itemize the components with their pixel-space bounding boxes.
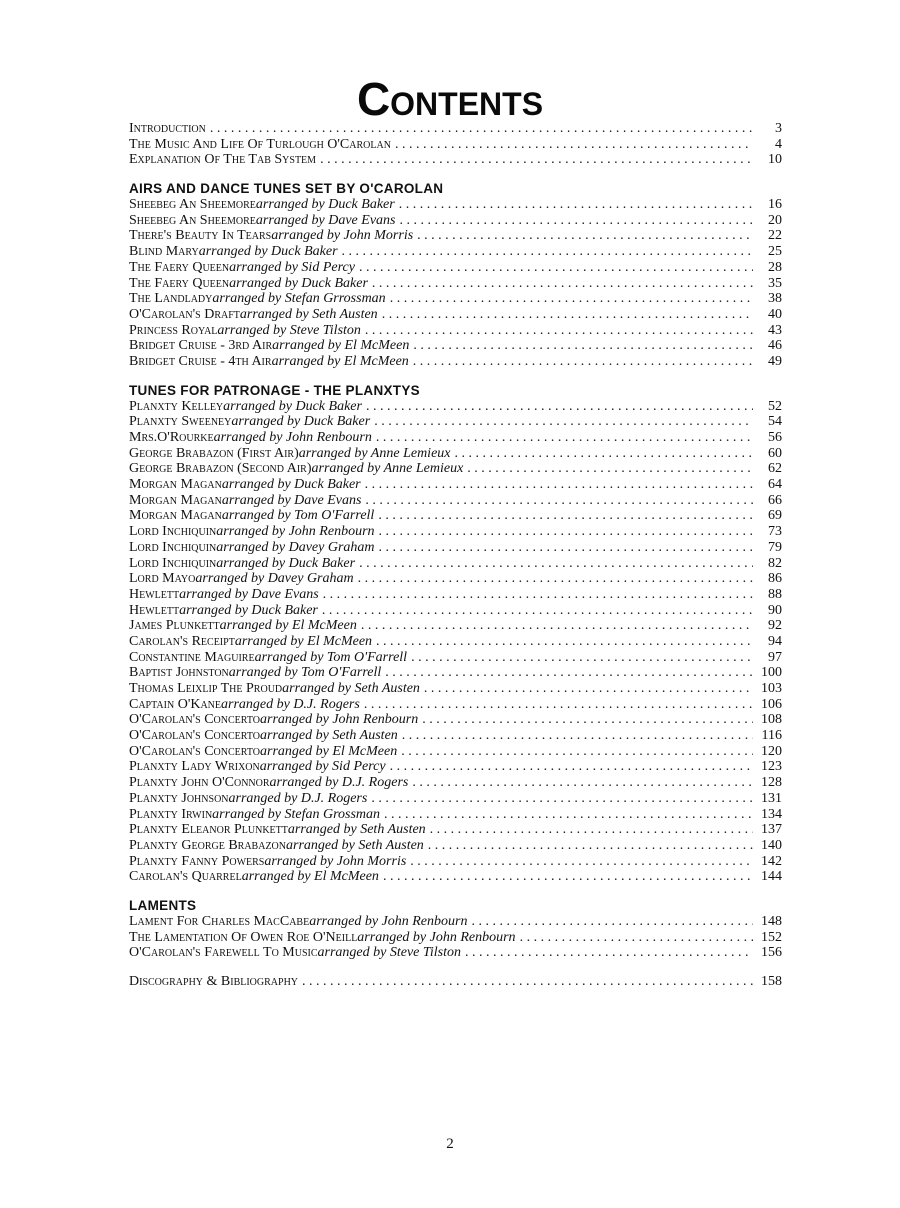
toc-entry (129, 276, 782, 292)
toc-entry (129, 869, 782, 885)
toc-entry (129, 665, 782, 681)
toc-entry (129, 556, 782, 572)
page-ref: 100 (761, 665, 782, 681)
dot-leader (385, 665, 753, 681)
tune-title: Captain O'Kane (129, 696, 221, 712)
tune-title: The Music And Life Of Turlough O'Carolan (129, 136, 391, 152)
tune-title: Thomas Leixlip The Proud (129, 681, 283, 696)
page-ref: 142 (761, 853, 782, 869)
page-ref: 156 (761, 945, 782, 961)
toc-entry (129, 571, 782, 587)
page-ref: 66 (768, 492, 782, 508)
dot-leader (413, 338, 753, 354)
dot-leader (322, 603, 753, 619)
arranger-credit: arranged by Seth Austen (286, 837, 424, 853)
dot-leader (384, 807, 753, 823)
dot-leader (210, 121, 753, 137)
arranger-credit: arranged by John Renbourn (357, 929, 516, 945)
toc-entry (129, 775, 782, 791)
page-ref: 20 (768, 212, 782, 228)
page-ref: 54 (768, 414, 782, 430)
dot-leader (365, 493, 753, 509)
page-ref: 10 (768, 152, 782, 168)
arranger-credit: arranged by Steve Tilston (217, 322, 361, 338)
toc-entry (129, 508, 782, 524)
toc-entry (129, 681, 782, 697)
arranger-credit: arranged by Duck Baker (221, 477, 361, 493)
toc-entry (129, 945, 782, 961)
dot-leader (366, 399, 753, 415)
tune-title: The Faery Queen (129, 259, 230, 275)
tune-title: Hewlett (129, 586, 180, 602)
dot-leader (379, 540, 753, 556)
toc-entry (129, 822, 782, 838)
dot-leader (374, 414, 753, 430)
dot-leader (395, 137, 753, 153)
table-of-contents (129, 121, 782, 990)
arranger-credit: arranged by Duck Baker (223, 398, 362, 414)
tune-title: Carolan's Receipt (129, 633, 235, 649)
arranger-credit: arranged by El McMeen (272, 338, 410, 354)
dot-leader (422, 712, 753, 728)
page-ref: 137 (761, 822, 782, 838)
arranger-credit: arranged by Tom O'Farrell (254, 649, 408, 665)
tune-title: Carolan's Quarrel (129, 869, 242, 885)
tune-title: O'Carolan's Concerto (129, 728, 260, 744)
page-ref: 97 (768, 649, 782, 665)
arranger-credit: arranged by Davey Graham (195, 571, 354, 587)
toc-entry (129, 540, 782, 556)
tune-title: Mrs.O'Rourke (129, 430, 214, 445)
page-ref: 43 (768, 322, 782, 338)
toc-entry (129, 152, 782, 168)
toc-entry (129, 634, 782, 650)
dot-leader (417, 228, 753, 244)
tune-title: O'Carolan's Farewell To Music (129, 945, 318, 961)
toc-entry (129, 791, 782, 807)
tune-title: O'Carolan's Concerto (129, 712, 260, 728)
arranger-credit: arranged by Duck Baker (231, 414, 371, 430)
dot-leader (371, 791, 753, 807)
arranger-credit: arranged by John Morris (271, 228, 414, 244)
page-ref: 35 (768, 275, 782, 291)
arranger-credit: arranged by Seth Austen (260, 728, 398, 744)
page-ref: 88 (768, 586, 782, 602)
tune-title: O'Carolan's Concerto (129, 743, 260, 759)
arranger-credit: arranged by Seth Austen (282, 681, 420, 696)
tune-title: The Lamentation Of Owen Roe O'Neill (129, 929, 358, 945)
page-ref: 116 (761, 728, 782, 744)
tune-title: Blind Mary (129, 244, 199, 260)
arranger-credit: arranged by John Renbourn (309, 913, 468, 929)
tune-title: Constantine Maguire (129, 649, 255, 665)
arranger-credit: arranged by Dave Evans (179, 586, 319, 602)
page-ref: 131 (761, 790, 782, 806)
toc-entry (129, 244, 782, 260)
arranger-credit: arranged by Dave Evans (221, 492, 362, 508)
page-ref: 79 (768, 539, 782, 555)
toc-entry (129, 291, 782, 307)
toc-entry (129, 587, 782, 603)
toc-entry (129, 712, 782, 728)
page-ref: 128 (761, 775, 782, 791)
toc-entry (129, 477, 782, 493)
dot-leader (390, 291, 753, 307)
toc-entry (129, 697, 782, 713)
toc-entry (129, 446, 782, 462)
dot-leader (379, 524, 753, 540)
dot-leader (428, 838, 753, 854)
page-ref: 46 (768, 338, 782, 354)
arranger-credit: arranged by El McMeen (241, 869, 379, 885)
toc-entry (129, 974, 782, 990)
toc-entry (129, 323, 782, 339)
arranger-credit: arranged by Dave Evans (255, 212, 396, 228)
tune-title: Planxty George Brabazon (129, 837, 287, 853)
toc-entry (129, 854, 782, 870)
page-ref: 40 (768, 306, 782, 322)
page-ref: 158 (761, 974, 782, 989)
page-ref: 16 (768, 197, 782, 213)
toc-entry (129, 838, 782, 854)
arranger-credit: arranged by Davey Graham (216, 539, 375, 555)
tune-title: Sheebeg An Sheemore (129, 212, 256, 228)
toc-entry (129, 493, 782, 509)
dot-leader (365, 323, 753, 339)
dot-leader (430, 822, 753, 838)
dot-leader (455, 446, 754, 462)
arranger-credit: arranged by El McMeen (260, 743, 398, 759)
dot-leader (382, 307, 753, 323)
dot-leader (402, 728, 753, 744)
page-ref: 49 (768, 353, 782, 369)
page-ref: 56 (768, 430, 782, 445)
arranger-credit: arranged by D.J. Rogers (221, 696, 360, 712)
toc-entry (129, 307, 782, 323)
tune-title: Planxty Lady Wrixon (129, 759, 260, 775)
toc-entry (129, 728, 782, 744)
page-ref: 73 (768, 524, 782, 540)
toc-entry (129, 807, 782, 823)
tune-title: There's Beauty In Tears (129, 228, 272, 244)
tune-title: George Brabazon (First Air) (129, 445, 299, 461)
toc-entry (129, 399, 782, 415)
tune-title: Discography & Bibliography (129, 974, 299, 989)
page-ref: 106 (761, 696, 782, 712)
tune-title: Planxty Irwin (129, 806, 213, 822)
tune-title: Hewlett (129, 602, 180, 618)
page-ref: 4 (775, 136, 782, 152)
tune-title: Princess Royal (129, 322, 218, 338)
tune-title: Lord Inchiquin (129, 555, 217, 571)
toc-entry (129, 461, 782, 477)
arranger-credit: arranged by Duck Baker (198, 244, 338, 260)
dot-leader (412, 775, 753, 791)
dot-leader (413, 354, 753, 370)
toc-entry (129, 744, 782, 760)
arranger-credit: arranged by Seth Austen (239, 306, 378, 322)
toc-entry (129, 137, 782, 153)
page-ref: 60 (768, 445, 782, 461)
spacer (129, 961, 782, 974)
tune-title: The Landlady (129, 291, 213, 307)
toc-entry (129, 759, 782, 775)
arranger-credit: arranged by John Renbourn (216, 524, 375, 540)
arranger-credit: arranged by Anne Lemieux (311, 461, 464, 477)
toc-entry (129, 260, 782, 276)
dot-leader (302, 974, 753, 990)
arranger-credit: arranged by Anne Lemieux (298, 445, 451, 461)
arranger-credit: arranged by Stefan Grossman (212, 806, 381, 822)
dot-leader (399, 197, 753, 213)
dot-leader (401, 744, 753, 760)
dot-leader (410, 854, 753, 870)
tune-title: Morgan Magan (129, 508, 222, 524)
page-ref: 152 (761, 929, 782, 945)
tune-title: Lord Inchiquin (129, 539, 217, 555)
page-ref: 64 (768, 477, 782, 493)
page-ref: 140 (761, 837, 782, 853)
toc-entry (129, 213, 782, 229)
arranger-credit: arranged by D.J. Rogers (269, 775, 409, 791)
toc-entry (129, 121, 782, 137)
tune-title: Planxty Johnson (129, 790, 229, 806)
dot-leader (342, 244, 753, 260)
section-heading: TUNES FOR PATRONAGE - THE PLANXTYS (129, 382, 420, 398)
dot-leader (361, 618, 753, 634)
page-ref: 52 (768, 398, 782, 414)
toc-entry (129, 338, 782, 354)
arranger-credit: arranged by Duck Baker (229, 275, 368, 291)
page-ref: 3 (775, 121, 782, 136)
arranger-credit: arranged by Duck Baker (216, 555, 356, 571)
dot-leader (465, 945, 753, 961)
arranger-credit: arranged by Tom O'Farrell (221, 508, 375, 524)
dot-leader (390, 759, 753, 775)
page-ref: 25 (768, 244, 782, 260)
toc-entry (129, 603, 782, 619)
page-ref: 94 (768, 633, 782, 649)
arranger-credit: arranged by John Renbourn (260, 712, 419, 728)
tune-title: Planxty John O'Connor (129, 775, 270, 791)
page-ref: 69 (768, 508, 782, 524)
page-ref: 148 (761, 913, 782, 929)
toc-entry (129, 354, 782, 370)
dot-leader (359, 260, 753, 276)
toc-entry (129, 414, 782, 430)
page-ref: 86 (768, 571, 782, 587)
page-ref: 134 (761, 806, 782, 822)
arranger-credit: arranged by El McMeen (219, 618, 357, 634)
dot-leader (399, 213, 753, 229)
page-ref: 22 (768, 228, 782, 244)
page-ref: 144 (761, 869, 782, 885)
tune-title: Bridget Cruise - 4th Air (129, 353, 272, 369)
tune-title: Introduction (129, 121, 206, 136)
dot-leader (365, 477, 753, 493)
tune-title: The Faery Queen (129, 275, 230, 291)
arranger-credit: arranged by Duck Baker (255, 197, 395, 213)
tune-title: Planxty Kelley (129, 398, 224, 414)
page-ref: 120 (761, 743, 782, 759)
tune-title: Planxty Sweeney (129, 414, 232, 430)
tune-title: Baptist Johnston (129, 665, 229, 681)
arranger-credit: arranged by Duck Baker (179, 602, 318, 618)
arranger-credit: arranged by El McMeen (271, 353, 409, 369)
tune-title: Lament For Charles MacCabe (129, 913, 310, 929)
tune-title: Morgan Magan (129, 477, 222, 493)
dot-leader (376, 634, 753, 650)
page-ref: 103 (761, 681, 782, 696)
tune-title: Bridget Cruise - 3rd Air (129, 338, 273, 354)
arranger-credit: arranged by Steve Tilston (317, 945, 462, 961)
toc-entry (129, 618, 782, 634)
arranger-credit: arranged by El McMeen (234, 633, 373, 649)
tune-title: Sheebeg An Sheemore (129, 197, 256, 213)
dot-leader (424, 681, 753, 697)
dot-leader (359, 556, 753, 572)
section-heading: AIRS AND DANCE TUNES SET BY O'CAROLAN (129, 181, 444, 197)
page-ref: 92 (768, 618, 782, 634)
arranger-credit: arranged by John Morris (264, 853, 407, 869)
dot-leader (383, 869, 753, 885)
dot-leader (364, 697, 753, 713)
tune-title: George Brabazon (Second Air) (129, 461, 312, 477)
tune-title: Morgan Magan (129, 492, 222, 508)
dot-leader (378, 508, 753, 524)
toc-entry (129, 430, 782, 446)
toc-entry (129, 197, 782, 213)
tune-title: Planxty Fanny Powers (129, 853, 265, 869)
page-ref: 90 (768, 602, 782, 618)
toc-entry (129, 524, 782, 540)
dot-leader (467, 461, 753, 477)
tune-title: Lord Mayo (129, 571, 196, 587)
arranger-credit: arranged by Tom O'Farrell (228, 665, 382, 681)
dot-leader (411, 650, 753, 666)
dot-leader (471, 914, 753, 930)
toc-entry (129, 930, 782, 946)
page-ref: 82 (768, 555, 782, 571)
dot-leader (320, 152, 753, 168)
tune-title: Planxty Eleanor Plunkett (129, 822, 288, 838)
toc-entry (129, 228, 782, 244)
arranger-credit: arranged by D.J. Rogers (228, 790, 368, 806)
tune-title: James Plunkett (129, 618, 220, 634)
dot-leader (520, 930, 753, 946)
dot-leader (358, 571, 753, 587)
page-ref: 62 (768, 461, 782, 477)
tune-title: Lord Inchiquin (129, 524, 217, 540)
page-ref: 123 (761, 759, 782, 775)
page-number: 2 (446, 1136, 454, 1152)
arranger-credit: arranged by Stefan Grrossman (212, 291, 386, 307)
page-ref: 28 (768, 259, 782, 275)
arranger-credit: arranged by Sid Percy (259, 759, 386, 775)
tune-title: Explanation Of The Tab System (129, 152, 317, 168)
arranger-credit: arranged by John Renbourn (213, 430, 372, 445)
arranger-credit: arranged by Seth Austen (287, 822, 426, 838)
dot-leader (323, 587, 753, 603)
page-ref: 38 (768, 291, 782, 307)
toc-entry (129, 650, 782, 666)
dot-leader (372, 276, 753, 292)
section-heading: LAMENTS (129, 897, 197, 913)
toc-entry (129, 914, 782, 930)
page-title: Contents (356, 73, 544, 125)
tune-title: O'Carolan's Draft (129, 306, 240, 322)
page-ref: 108 (761, 712, 782, 728)
arranger-credit: arranged by Sid Percy (229, 259, 355, 275)
dot-leader (376, 430, 753, 446)
